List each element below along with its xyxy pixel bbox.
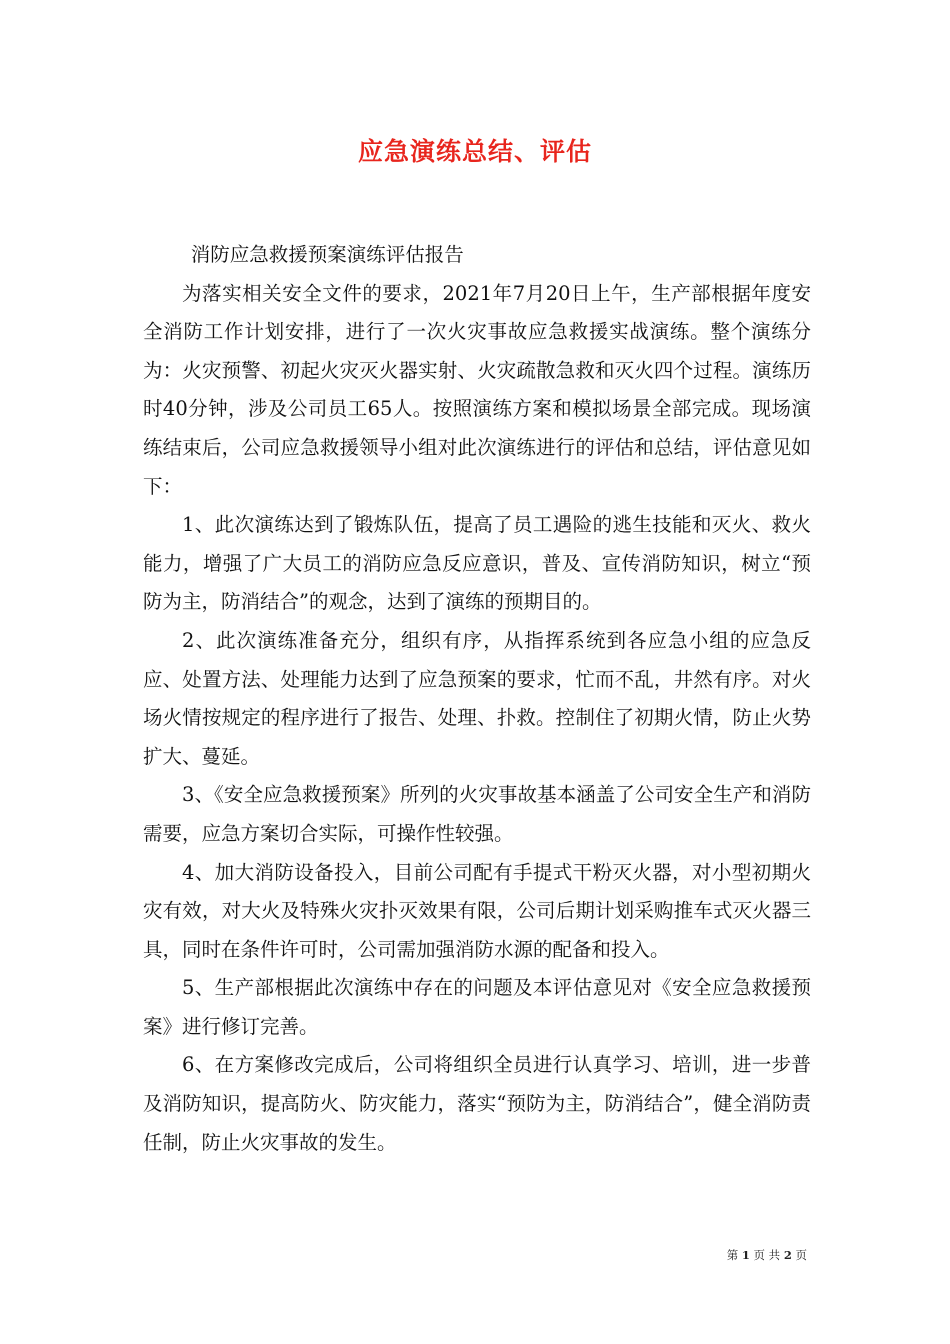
- footer-suffix: 页: [795, 1248, 807, 1262]
- report-subtitle: 消防应急救援预案演练评估报告: [190, 243, 464, 266]
- footer-prefix: 第: [726, 1248, 739, 1262]
- paragraph-item-4: 4、加大消防设备投入，目前公司配有手提式干粉灭火器，对小型初期火灾有效，对大火及特殊火灾扑灭效果有限，公司后期计划采购推车式灭火器三具，同时在条件许可时，公司需加强消防水源的配备和投入。: [143, 860, 811, 961]
- page-number-footer: [727, 1247, 807, 1263]
- paragraph-item-2: 2、此次演练准备充分，组织有序，从指挥系统到各应急小组的应急反应、处置方法、处理能力达到了应急预案的要求，忙而不乱，井然有序。对火场火情按规定的程序进行了报告、处理、扑救。控制住了初期火情，防止火势扩大、蔓延。: [143, 628, 811, 768]
- paragraph-intro: 为落实相关安全文件的要求，2021年7月20日上午，生产部根据年度安全消防工作计划安排，进行了一次火灾事故应急救援实战演练。整个演练分为：火灾预警、初起火灾灭火器实射、火灾疏散急救和灭火四个过程。演练历时40分钟，涉及公司员工65人。按照演练方案和模拟场景全部完成。现场演练结束后，公司应急救援领导小组对此次演练进行的评估和总结，评估意见如下：: [143, 281, 811, 498]
- document-body: [143, 236, 811, 1162]
- paragraph-item-3: 3、《安全应急救援预案》所列的火灾事故基本涵盖了公司安全生产和消防需要，应急方案切合实际，可操作性较强。: [143, 783, 811, 845]
- total-page-number: 2: [783, 1248, 792, 1262]
- paragraph-item-1: 1、此次演练达到了锻炼队伍，提高了员工遇险的逃生技能和灭火、救火能力，增强了广大员工的消防应急反应意识，普及、宣传消防知识，树立“预防为主，防消结合”的观念，达到了演练的预期目的。: [143, 513, 811, 614]
- document-title: 应急演练总结、评估: [357, 137, 592, 166]
- paragraph-item-6: 6、在方案修改完成后，公司将组织全员进行认真学习、培训，进一步普及消防知识，提高防火、防灾能力，落实“预防为主，防消结合”，健全消防责任制，防止火灾事故的发生。: [143, 1053, 811, 1154]
- footer-middle: 页 共: [753, 1248, 781, 1262]
- paragraph-item-5: 5、生产部根据此次演练中存在的问题及本评估意见对《安全应急救援预案》进行修订完善。: [143, 976, 811, 1038]
- current-page-number: 1: [741, 1248, 750, 1262]
